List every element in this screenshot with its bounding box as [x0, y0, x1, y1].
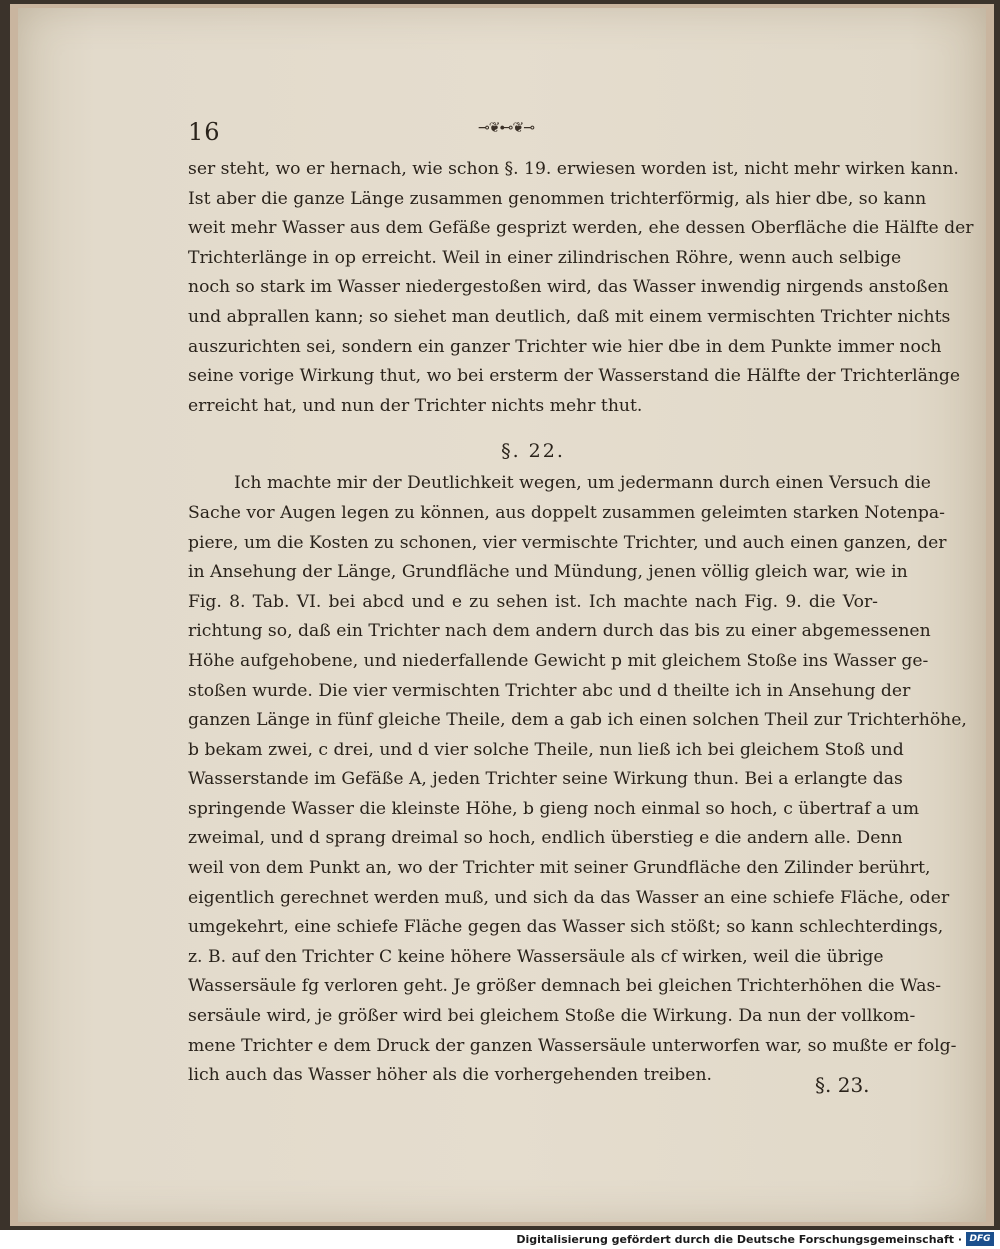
text-line: Ist aber die ganze Länge zusammen genommen trichterförmig, als hier dbe, so kann — [188, 188, 927, 209]
text-line: umgekehrt, eine schiefe Fläche gegen das Wasser sich stößt; so kann schlechterdings, — [188, 917, 944, 938]
paragraph-1 — [188, 155, 974, 421]
text-line: auszurichten sei, sondern ein ganzer Trichter wie hier dbe in dem Punkte immer noch — [188, 336, 942, 357]
text-line: weit mehr Wasser aus dem Gefäße gesprizt werden, ehe dessen Oberfläche die Hälfte der — [188, 218, 974, 239]
text-line: Sache vor Augen legen zu können, aus doppelt zusammen geleimten starken Notenpa- — [188, 502, 945, 523]
text-line: Wassersäule fg verloren geht. Je größer demnach bei gleichen Trichterhöhen die Was- — [188, 976, 942, 997]
text-line: eigentlich gerechnet werden muß, und sich da das Wasser an eine schiefe Fläche, oder — [188, 887, 950, 908]
catchword: §. 23. — [815, 1073, 870, 1097]
text-line: und abprallen kann; so siehet man deutlich, daß mit einem vermischten Trichter nichts — [188, 306, 951, 327]
text-line: z. B. auf den Trichter C keine höhere Wassersäule als cf wirken, weil die übrige — [188, 946, 884, 967]
text-line: stoßen wurde. Die vier vermischten Trichter abc und d theilte ich in Ansehung der — [188, 680, 911, 701]
text-line: Trichterlänge in op erreicht. Weil in einer zilindrischen Röhre, wenn auch selbige — [188, 247, 902, 268]
text-line: lich auch das Wasser höher als die vorhergehenden treiben. — [188, 1065, 712, 1086]
header-ornament: ⊸❦⊷❦⊸ — [478, 120, 534, 136]
paragraph-2 — [188, 469, 967, 1090]
text-line: ser steht, wo er hernach, wie schon §. 19. erwiesen worden ist, nicht mehr wirken kann. — [188, 159, 959, 179]
text-line: in Ansehung der Länge, Grundfläche und Mündung, jenen völlig gleich war, wie in — [188, 562, 908, 583]
text-line: b bekam zwei, c drei, und d vier solche Theile, nun ließ ich bei gleichem Stoß und — [188, 739, 904, 760]
page-number: 16 — [188, 118, 221, 146]
text-line: mene Trichter e dem Druck der ganzen Wassersäule unterworfen war, so mußte er folg- — [188, 1035, 957, 1056]
text-line: zweimal, und d sprang dreimal so hoch, endlich überstieg e die andern alle. Denn — [188, 828, 903, 849]
footer-credit: Digitalisierung gefördert durch die Deutsche Forschungsgemeinschaft · — [516, 1233, 962, 1246]
text-line: erreicht hat, und nun der Trichter nichts mehr thut. — [188, 395, 643, 416]
text-line: sersäule wird, je größer wird bei gleichem Stoße die Wirkung. Da nun der vollkom- — [188, 1006, 916, 1027]
text-line: piere, um die Kosten zu schonen, vier vermischte Trichter, und auch einen ganzen, der — [188, 532, 947, 553]
page-text — [188, 155, 974, 1091]
text-line: Höhe aufgehobene, und niederfallende Gewicht p mit gleichem Stoße ins Wasser ge- — [188, 650, 929, 671]
dfg-logo: DFG — [966, 1232, 994, 1246]
text-line: springende Wasser die kleinste Höhe, b gieng noch einmal so hoch, c übertraf a um — [188, 798, 920, 819]
text-line: ganzen Länge in fünf gleiche Theile, dem a gab ich einen solchen Theil zur Trichterhöhe, — [188, 710, 967, 731]
text-line: Ich machte mir der Deutlichkeit wegen, um jedermann durch einen Versuch die — [234, 473, 931, 494]
text-line: noch so stark im Wasser niedergestoßen wird, das Wasser inwendig nirgends anstoßen — [188, 277, 949, 298]
text-line: weil von dem Punkt an, wo der Trichter mit seiner Grundfläche den Zilinder berührt, — [188, 858, 931, 879]
footer-bar — [0, 1230, 1000, 1249]
section-heading: §. 22. — [501, 440, 565, 463]
text-line: Wasserstande im Gefäße A, jeden Trichter seine Wirkung thun. Bei a erlangte das — [188, 769, 903, 790]
text-line: Fig. 8. Tab. VI. bei abcd und e zu sehen ist. Ich machte nach Fig. 9. die Vor- — [188, 591, 878, 612]
text-line: richtung so, daß ein Trichter nach dem andern durch das bis zu einer abgemessenen — [188, 621, 931, 642]
text-line: seine vorige Wirkung thut, wo bei ersterm der Wasserstand die Hälfte der Trichterlänge — [188, 366, 961, 387]
